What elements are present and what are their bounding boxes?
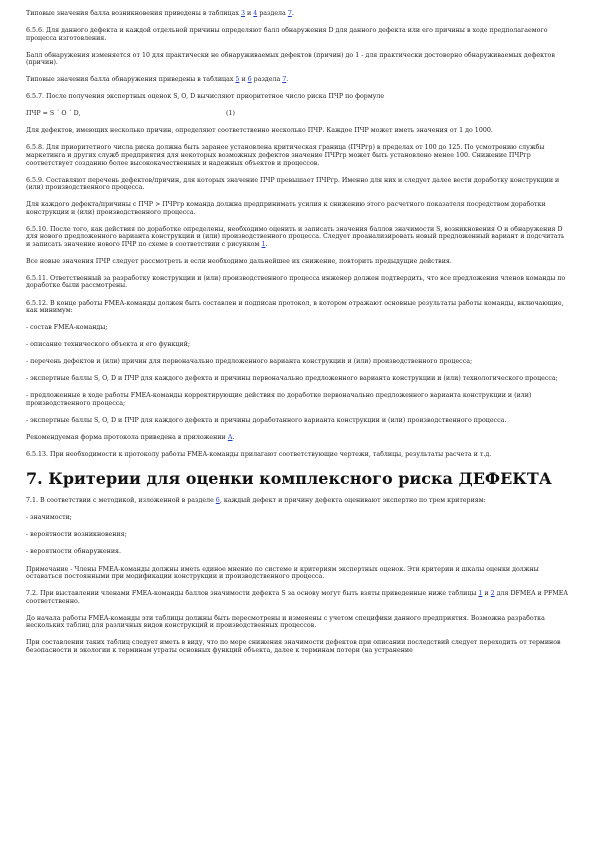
paragraph-new-rpn: Все новые значения ПЧР следует рассмотреть и если необходимо дальнейшее их снижение, повторить предыдущие действия. <box>26 257 452 265</box>
paragraph-note: Примечание - Члены FMEA-команды должны иметь единое мнение по системе и критериям экспертных оценок. Эти критерии и шкалы оценки должны оставаться постоянными при модификации конструкции и производственного процесса. <box>26 565 539 581</box>
list-item: - значимости; <box>26 514 72 522</box>
link-table-5[interactable]: 5 <box>235 76 240 84</box>
paragraph-7-1: 7.1. В соответствии с методикой, изложенной в разделе 6, каждый дефект и причину дефекта оценивают экспертно по трем критериям: <box>26 497 486 505</box>
link-table-2[interactable]: 2 <box>490 590 495 598</box>
paragraph-6-5-11: 6.5.11. Ответственный за разработку конструкции и (или) производственного процесса инженер должен подтвердить, что все предложения членов команды по доработке были рассмотрены. <box>26 274 566 290</box>
list-item: - предложенные в ходе работы FMEA-команды корректирующие действия по доработке первоначально предложенного варианта конструкции и (или) производственного процесса; <box>26 392 532 407</box>
paragraph-tables-terms: При составлении таких таблиц следует иметь в виду, что по мере снижения значимости дефектов при описании последствий следует переходить от терминов безопасности и экологии к терминам утраты основных функций объекта, далее к терминам потери (на устранение <box>26 639 561 654</box>
list-item: - перечень дефектов и (или) причин для первоначально предложенного варианта конструкции и (или) производственного процесса; <box>26 358 473 366</box>
paragraph-6-5-9: 6.5.9. Составляют перечень дефектов/причин, для которых значение ПЧР превышает ПЧРгр. Именно для них и следует далее вести доработку конструкции и (или) производственного процесса. <box>26 176 560 192</box>
paragraph-tables-review: До начала работы FMEA-команды эти таблицы должны быть пересмотрены и изменены с учетом специфики данного предприятия. Возможна разработка нескольких таблиц для различных видов конструкций и производственных процессов. <box>26 614 545 630</box>
formula-rpn <box>26 110 569 118</box>
link-table-4[interactable]: 4 <box>253 10 258 17</box>
paragraph-6-5-12: 6.5.12. В конце работы FMEA-команды должен быть составлен и подписан протокол, в котором отражают основные результаты работы команды, включающие, как минимум: <box>26 299 564 315</box>
paragraph-multiple-causes: Для дефектов, имеющих несколько причин, определяют соответственно несколько ПЧР. Каждое ПЧР может иметь значения от 1 до 1000. <box>26 127 493 135</box>
paragraph-6-5-6: 6.5.6. Для данного дефекта и каждой отдельной причины определяют балл обнаружения D для данного дефекта или его причины в ходе предполагаемого процесса изготовления. <box>26 27 548 42</box>
link-appendix-a[interactable]: А <box>227 433 233 441</box>
list-item: - экспертные баллы S, O, D и ПЧР для каждого дефекта и причины первоначально предложенного варианта конструкции и (или) технологического процесса; <box>26 375 558 383</box>
link-section-6[interactable]: 6 <box>215 497 220 505</box>
paragraph-detection-range: Балл обнаружения изменяется от 10 для практически не обнаруживаемых дефектов (причин) до 1 - для практически достоверно обнаруживаемых дефектов (причин). <box>26 51 555 67</box>
list-item: - вероятности обнаружения. <box>26 548 122 556</box>
list-item: - вероятности возникновения; <box>26 531 127 539</box>
link-table-6[interactable]: 6 <box>247 76 252 84</box>
link-section-7[interactable]: 7 <box>287 10 292 17</box>
paragraph-6-5-8: 6.5.8. Для приоритетного числа риска должна быть заранее установлена критическая граница (ПЧРгр) в пределах от 100 до 125. По усмотрению службы маркетинга и других служб предприятия для некоторых возможных дефектов значение ПЧРгр может быть установлено менее 100. Снижение ПЧРгр соответствует созданию более высококачественных и надежных объектов и процессов. <box>26 144 545 167</box>
section-heading-7: 7. Критерии для оценки комплексного риска ДЕФЕКТА <box>26 468 552 488</box>
paragraph-reduce-rpn: Для каждого дефекта/причины с ПЧР > ПЧРгр команда должна предпринимать усилия к снижению этого расчетного показателя посредством доработки конструкции и (или) производственного процесса. <box>26 201 546 216</box>
paragraph-typical-occurrence: Типовые значения балла возникновения приведены в таблицах 3 и 4 раздела 7. <box>26 10 294 17</box>
list-item: - состав FMEA-команды; <box>26 324 108 332</box>
link-table-3[interactable]: 3 <box>240 10 245 17</box>
formula-expression: ПЧР = S ´ O ´ D, <box>26 110 81 118</box>
paragraph-7-2: 7.2. При выставлении членами FMEA-команды баллов значимости дефекта S за основу могут быть взяты приведенные ниже таблицы 1 и 2 для DFMEA и PFMEA соответственно. <box>26 590 568 605</box>
link-figure-1[interactable]: 1 <box>261 240 266 248</box>
link-table-1[interactable]: 1 <box>478 590 483 598</box>
paragraph-6-5-13: 6.5.13. При необходимости к протоколу работы FMEA-команды прилагают соответствующие чертежи, таблицы, результаты расчета и т.д. <box>26 451 492 458</box>
paragraph-6-5-10: 6.5.10. После того, как действия по доработке определены, необходимо оценить и записать значения баллов значимости S, возникновения O и обнаружения D для нового предложенного варианта конструкции и (или) производственного процесса. Следует проанализировать новый предложенный вариант и подсчитать и записать значение нового ПЧР по схеме в соответствии с рисунком 1. <box>26 225 565 248</box>
link-section-7b[interactable]: 7 <box>282 76 287 84</box>
paragraph-typical-detection: Типовые значения балла обнаружения приведены в таблицах 5 и 6 раздела 7. <box>26 76 289 84</box>
list-item: - экспертные баллы S, O, D и ПЧР для каждого дефекта и причины доработанного варианта конструкции и (или) производственного процесса. <box>26 416 507 424</box>
paragraph-6-5-7: 6.5.7. После получения экспертных оценок S, O, D вычисляют приоритетное число риска ПЧР по формуле <box>26 93 385 101</box>
formula-number: (1) <box>226 110 235 118</box>
paragraph-protocol-form: Рекомендуемая форма протокола приведена в приложении А. <box>26 433 235 441</box>
list-item: - описание технического объекта и его функций; <box>26 341 190 349</box>
